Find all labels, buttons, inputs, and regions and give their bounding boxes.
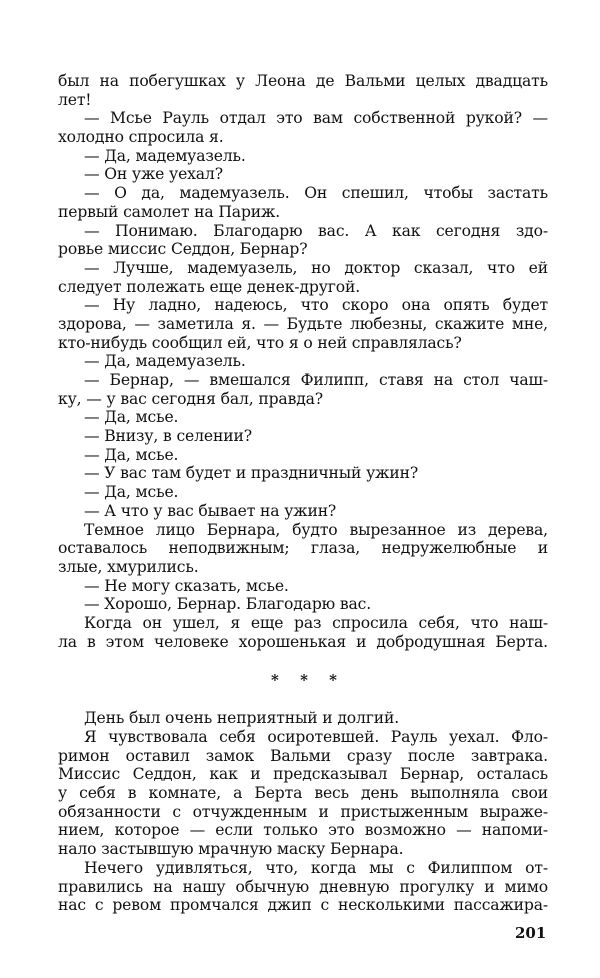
text-line: римон оставил замок Вальми сразу после завтрака. xyxy=(58,746,548,765)
text-line: Темное лицо Бернара, будто вырезанное из дерева, xyxy=(84,520,548,539)
text-line: оставалось неподвижным; глаза, недружелюбные и xyxy=(58,539,548,558)
text-line: — Да, мадемуазель. xyxy=(84,146,246,165)
text-line: у себя в комнате, а Берта весь день выполняла свои xyxy=(58,784,548,803)
text-line: ла в этом человеке хорошенькая и добродушная Берта. xyxy=(58,632,548,651)
text-line: нием, которое — если только это возможно — напоми- xyxy=(58,821,548,840)
text-line: следует полежать еще денек-другой. xyxy=(58,277,361,296)
text-line: злые, хмурились. xyxy=(58,557,199,576)
text-line: — Внизу, в селении? xyxy=(84,427,252,446)
text-line: — Понимаю. Благодарю вас. А как сегодня здо- xyxy=(84,221,548,240)
text-line: — Бернар, — вмешался Филипп, ставя на стол чаш- xyxy=(84,371,548,389)
text-line: — Мсье Рауль отдал это вам собственной рукой? — xyxy=(84,109,548,128)
text-line: правились на нашу обычную дневную прогулку и мимо xyxy=(58,877,548,896)
text-line: — У вас там будет и праздничный ужин? xyxy=(84,464,419,483)
text-line: нало застывшую мрачную маску Бернара. xyxy=(58,840,404,859)
text-line: ровье миссис Седдон, Бернар? xyxy=(58,240,308,259)
text-line: — Да, мсье. xyxy=(84,483,179,502)
text-line: Миссис Седдон, как и предсказывал Бернар, осталась xyxy=(58,765,548,784)
page-text xyxy=(58,72,548,915)
text-line: обязанности с отчужденным и пристыженным выраже- xyxy=(58,802,548,821)
text-line: кто-нибудь сообщил ей, что я о ней справлялась? xyxy=(58,333,462,352)
text-line: был на побегушках у Леона де Вальми целых двадцать xyxy=(58,72,548,90)
text-line: — Не могу сказать, мсье. xyxy=(84,576,289,595)
text-line: — Да, мсье. xyxy=(84,445,179,464)
text-line: День был очень неприятный и долгий. xyxy=(84,709,400,728)
text-line: — Да, мсье. xyxy=(84,408,179,427)
text-line: Я чувствовала себя осиротевшей. Рауль уехал. Фло- xyxy=(84,728,548,746)
text-line: Когда он ушел, я еще раз спросила себя, что наш- xyxy=(84,613,548,632)
section-separator: * * * xyxy=(271,671,345,690)
text-line: — А что у вас бывает на ужин? xyxy=(84,501,337,520)
text-line: нас с ревом промчался джип с несколькими пассажира- xyxy=(58,896,548,915)
text-line: — О да, мадемуазель. Он спешил, чтобы застать xyxy=(84,184,548,203)
text-line: Нечего удивляться, что, когда мы с Филиппом от- xyxy=(84,858,548,877)
text-line: — Лучше, мадемуазель, но доктор сказал, что ей xyxy=(84,258,548,277)
text-line: — Хорошо, Бернар. Благодарю вас. xyxy=(84,595,372,614)
text-line: лет! xyxy=(58,90,92,109)
text-line: первый самолет на Париж. xyxy=(58,202,281,221)
text-line: — Он уже уехал? xyxy=(84,165,223,184)
text-line: холодно спросила я. xyxy=(58,128,224,147)
text-line: — Ну ладно, надеюсь, что скоро она опять будет xyxy=(84,296,548,315)
page-number: 201 xyxy=(515,924,547,942)
text-line: здорова, — заметила я. — Будьте любезны, скажите мне, xyxy=(58,314,548,333)
text-line: — Да, мадемуазель. xyxy=(84,352,246,371)
text-line: ку, — у вас сегодня бал, правда? xyxy=(58,389,324,408)
